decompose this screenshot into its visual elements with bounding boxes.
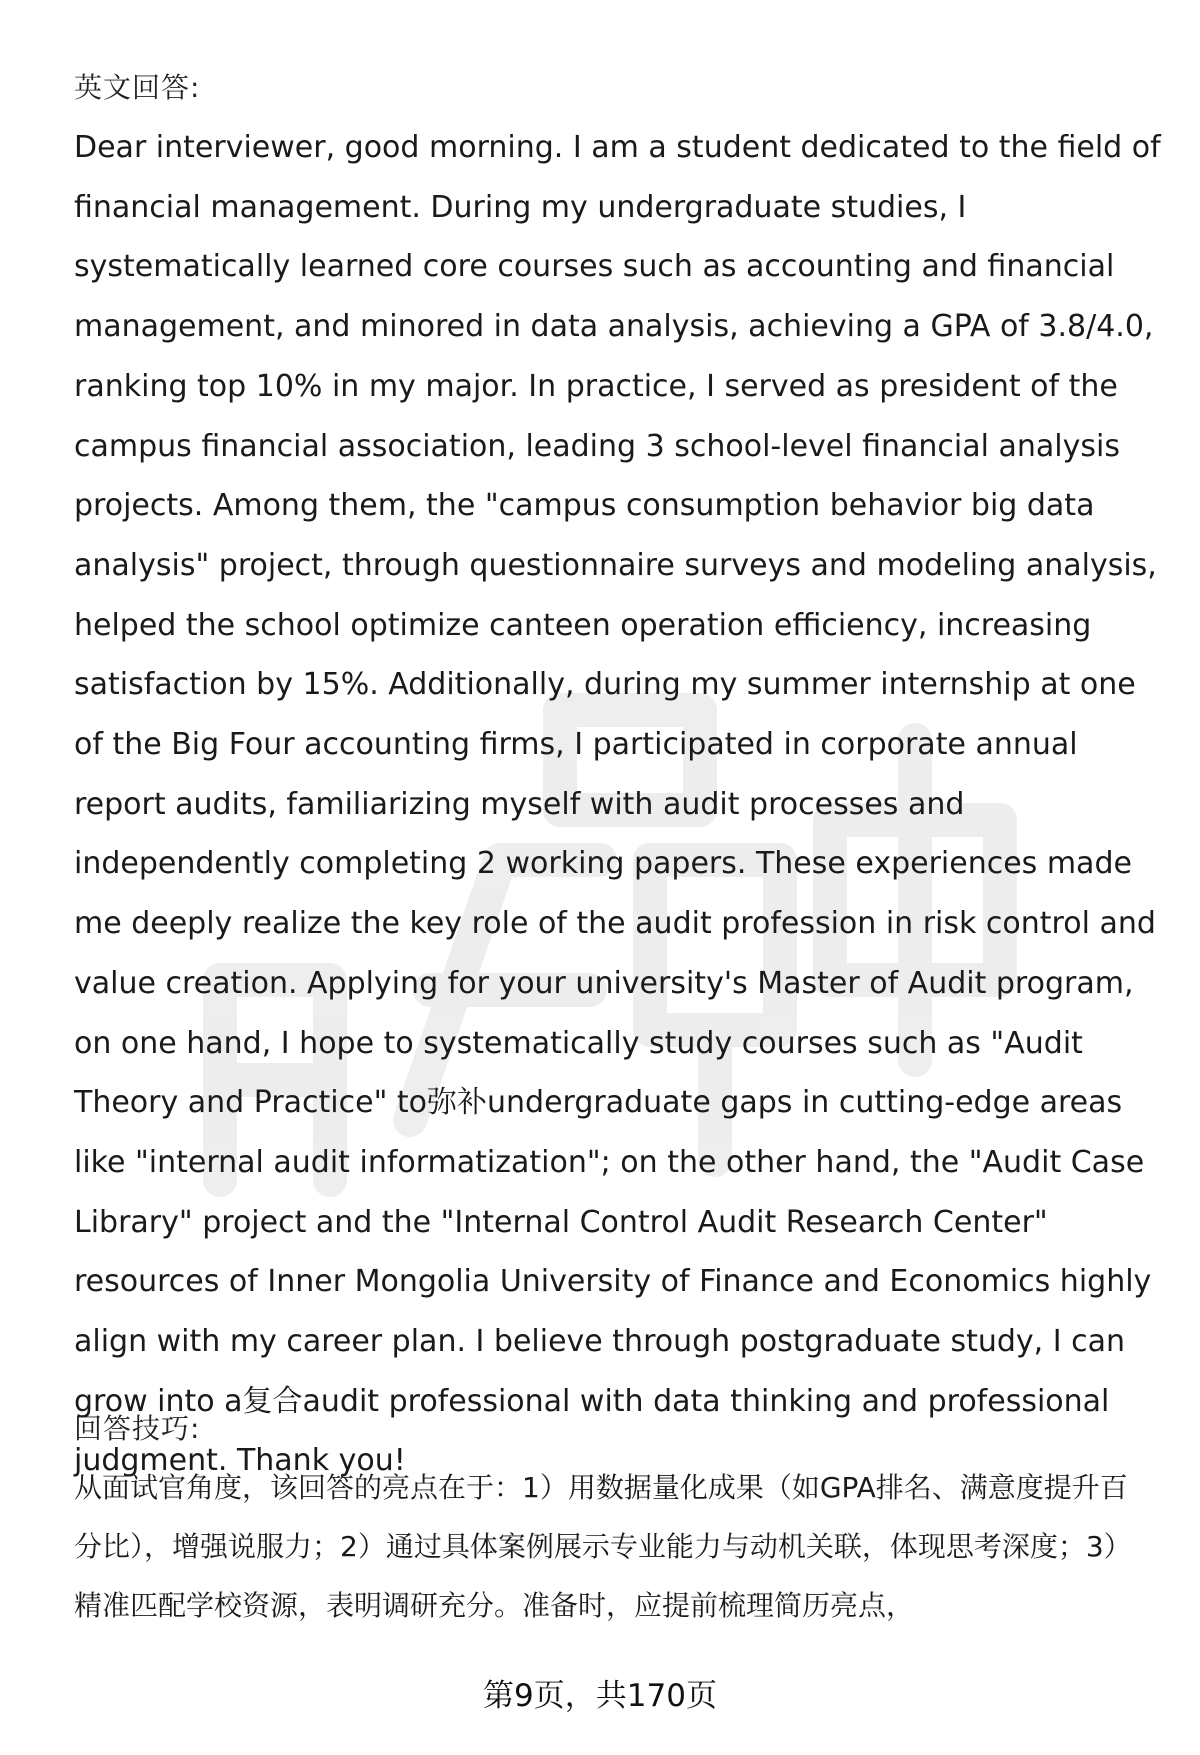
tips-section-label: 回答技巧:	[74, 1412, 201, 1445]
answer-paragraph: Dear interviewer, good morning. I am a student dedicated to the field of financial management. During my undergraduate studies, I systematically learned core courses such as accounting and financial management, and minored in data analysis, achieving a GPA of 3.8/4.0, ranking top 10% in my major. In practice, I served as president of the campus financial association, leading 3 school-level financial analysis projects. Among them, the "campus consumption behavior big data analysis" project, through questionnaire surveys and modeling analysis, helped the school optimize canteen operation efficiency, increasing satisfaction by 15%. Additionally, during my summer internship at one of the Big Four accounting firms, I participated in corporate annual report audits, familiarizing myself with audit processes and independently completing 2 working papers. These experiences made me deeply realize the key role of the audit profession in risk control and value creation. Applying for your university's Master of Audit program, on one hand, I hope to systematically study courses such as "Audit Theory and Practice" to弥补undergraduate gaps in cutting-edge areas like "internal audit informatization"; on the other hand, the "Audit Case Library" project and the "Internal Control Audit Research Center" resources of Inner Mongolia University of Finance and Economics highly align with my career plan. I believe through postgraduate study, I can grow into a复合audit professional with data thinking and professional judgment. Thank you!	[74, 130, 1161, 1479]
page-number: 第9页，共170页	[483, 1678, 717, 1714]
tips-paragraph: 从面试官角度，该回答的亮点在于：1）用数据量化成果（如GPA排名、满意度提升百分比），增强说服力；2）通过具体案例展示专业能力与动机关联，体现思考深度；3）精准匹配学校资源，表明调研充分。准备时，应提前梳理简历亮点，	[74, 1471, 1132, 1622]
answer-section-label: 英文回答:	[74, 71, 201, 104]
